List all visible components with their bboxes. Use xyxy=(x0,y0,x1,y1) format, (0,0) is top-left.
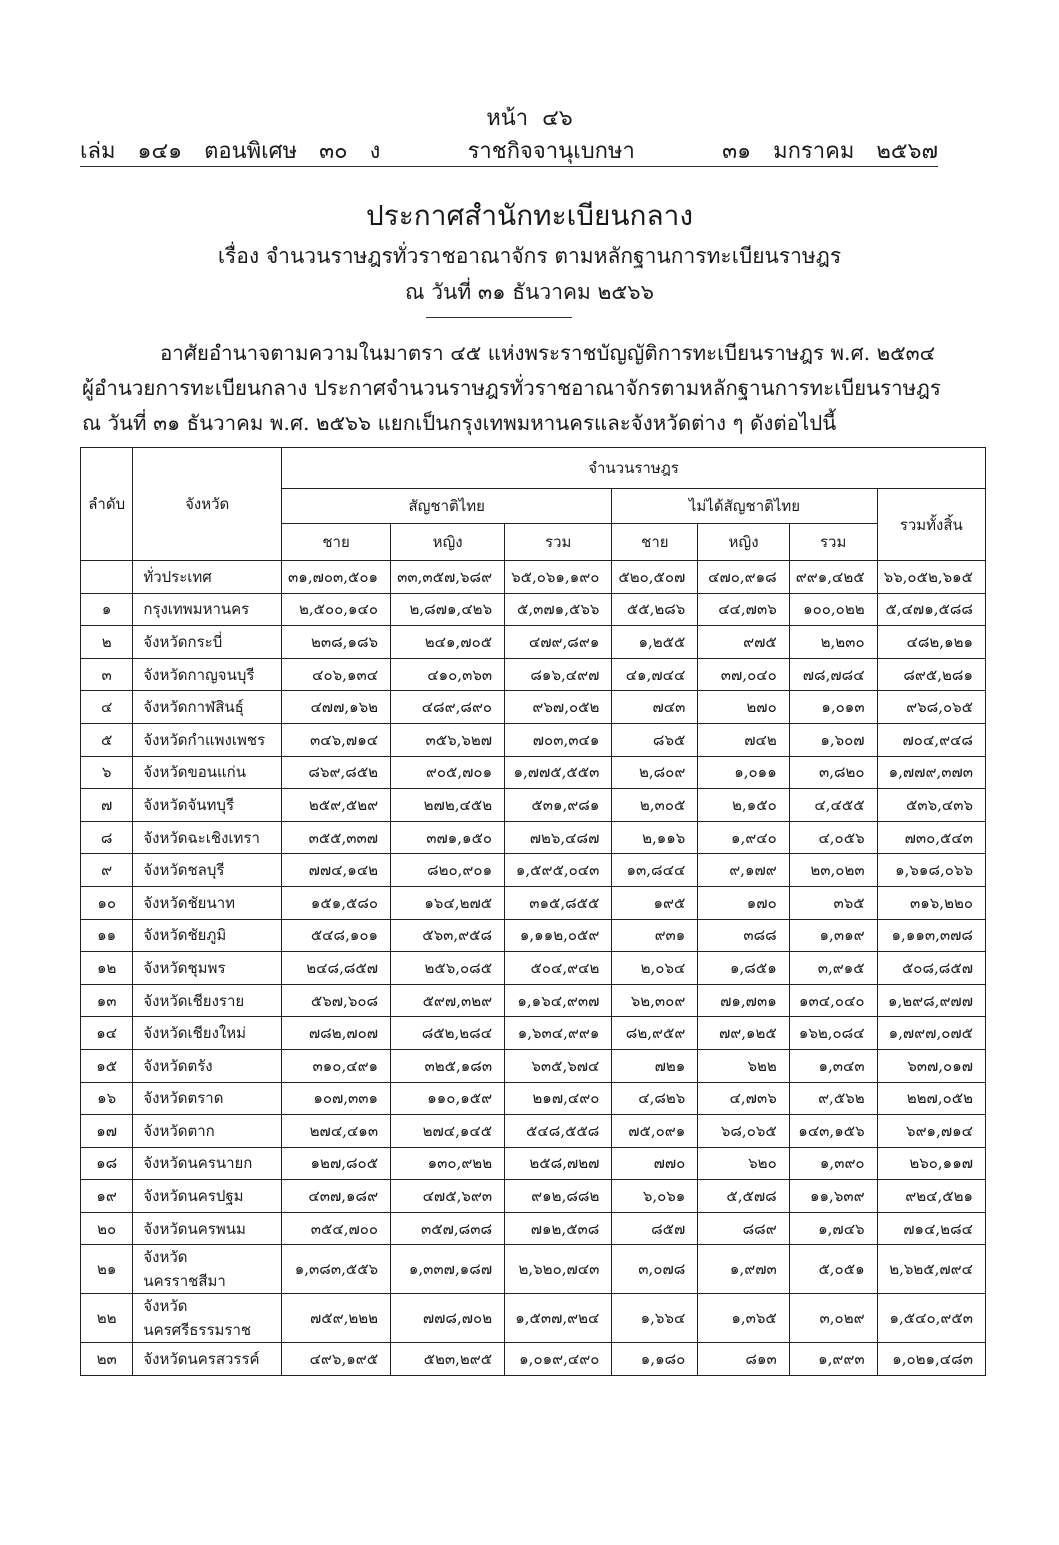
row-province-cell: จังหวัดกาฬสินธุ์ xyxy=(133,691,282,724)
grand-total-cell: ๙๒๔,๕๒๑ xyxy=(877,1180,985,1213)
nonthai-male-cell: ๙๓๑ xyxy=(612,919,698,952)
page-number xyxy=(0,100,1059,135)
thai-male-cell: ๗๗๔,๑๔๒ xyxy=(282,854,391,887)
grand-total-cell: ๕๐๘,๘๕๗ xyxy=(877,952,985,985)
grand-total-cell: ๕,๔๗๑,๕๘๘ xyxy=(877,593,985,626)
title-divider xyxy=(426,317,572,318)
nonthai-male-cell: ๕๕,๒๘๖ xyxy=(612,593,698,626)
thai-total-cell: ๘๑๖,๔๙๗ xyxy=(505,658,612,691)
row-order-cell: ๑๔ xyxy=(81,1017,133,1050)
nonthai-female-cell: ๖๘,๐๖๕ xyxy=(698,1115,789,1148)
thai-total-cell: ๔๗๙,๘๙๑ xyxy=(505,626,612,659)
nonthai-total-cell: ๒๓,๐๒๓ xyxy=(789,854,877,887)
nonthai-female-cell: ๑,๙๗๓ xyxy=(698,1245,789,1294)
table-row xyxy=(81,561,986,594)
header-province: จังหวัด xyxy=(133,448,282,561)
thai-total-cell: ๑,๐๑๙,๔๙๐ xyxy=(505,1343,612,1376)
volume-label: เล่ม xyxy=(80,139,116,164)
thai-male-cell: ๕๔๘,๑๐๑ xyxy=(282,919,391,952)
thai-total-cell: ๕๔๘,๕๕๘ xyxy=(505,1115,612,1148)
thai-male-cell: ๗๕๙,๒๒๒ xyxy=(282,1294,391,1343)
nonthai-female-cell: ๔๔,๗๓๖ xyxy=(698,593,789,626)
table-row xyxy=(81,919,986,952)
nonthai-male-cell: ๗๗๐ xyxy=(612,1147,698,1180)
header-thai-total: รวม xyxy=(505,524,612,561)
row-province-cell: จังหวัดนครปฐม xyxy=(133,1180,282,1213)
table-row xyxy=(81,984,986,1017)
thai-male-cell: ๑๕๑,๕๘๐ xyxy=(282,886,391,919)
gazette-date xyxy=(700,133,938,168)
nonthai-female-cell: ๕,๕๗๘ xyxy=(698,1180,789,1213)
thai-female-cell: ๘๒๐,๙๐๑ xyxy=(391,854,505,887)
announcement-title: ประกาศสำนักทะเบียนกลาง xyxy=(365,199,694,232)
row-order-cell: ๒๒ xyxy=(81,1294,133,1343)
nonthai-female-cell: ๘๘๙ xyxy=(698,1212,789,1245)
gazette-year: ๒๕๖๗ xyxy=(876,139,938,164)
row-province-cell: จังหวัดชัยนาท xyxy=(133,886,282,919)
nonthai-female-cell: ๗๔๒ xyxy=(698,723,789,756)
row-order-cell: ๒๓ xyxy=(81,1343,133,1376)
row-province-cell: จังหวัดกระบี่ xyxy=(133,626,282,659)
thai-total-cell: ๒,๖๒๐,๗๔๓ xyxy=(505,1245,612,1294)
thai-total-cell: ๙๖๗,๐๕๒ xyxy=(505,691,612,724)
row-province-cell: จังหวัดกำแพงเพชร xyxy=(133,723,282,756)
row-order-cell: ๖ xyxy=(81,756,133,789)
table-row xyxy=(81,1017,986,1050)
table-row xyxy=(81,1294,986,1343)
row-order-cell: ๑๘ xyxy=(81,1147,133,1180)
nonthai-male-cell: ๕๒๐,๕๐๗ xyxy=(612,561,698,594)
thai-male-cell: ๓๕๔,๗๐๐ xyxy=(282,1212,391,1245)
table-row xyxy=(81,854,986,887)
header-grand-total: รวมทั้งสิ้น xyxy=(877,489,985,561)
thai-male-cell: ๕๖๗,๖๐๘ xyxy=(282,984,391,1017)
paragraph-line: ณ วันที่ ๓๑ ธันวาคม พ.ศ. ๒๕๖๖ แยกเป็นกรุงเทพมหานครและจังหวัดต่าง ๆ ดังต่อไปนี้ xyxy=(82,411,837,435)
thai-total-cell: ๒๑๗,๔๙๐ xyxy=(505,1082,612,1115)
nonthai-total-cell: ๑๖๒,๐๘๔ xyxy=(789,1017,877,1050)
thai-total-cell: ๗๐๓,๓๔๑ xyxy=(505,723,612,756)
thai-total-cell: ๖๕,๐๖๑,๑๙๐ xyxy=(505,561,612,594)
row-province-cell: จังหวัดขอนแก่น xyxy=(133,756,282,789)
thai-total-cell: ๕๐๔,๙๔๒ xyxy=(505,952,612,985)
table-row xyxy=(81,886,986,919)
thai-total-cell: ๗๑๒,๕๓๘ xyxy=(505,1212,612,1245)
thai-female-cell: ๔๘๙,๘๙๐ xyxy=(391,691,505,724)
grand-total-cell: ๒๖๐,๑๑๗ xyxy=(877,1147,985,1180)
row-province-cell: จังหวัดชลบุรี xyxy=(133,854,282,887)
thai-male-cell: ๒๔๘,๘๕๗ xyxy=(282,952,391,985)
thai-male-cell: ๑๒๗,๘๐๕ xyxy=(282,1147,391,1180)
nonthai-female-cell: ๑,๙๔๐ xyxy=(698,821,789,854)
header-thai-male: ชาย xyxy=(282,524,391,561)
nonthai-total-cell: ๑๔๓,๑๕๖ xyxy=(789,1115,877,1148)
thai-female-cell: ๒,๘๗๑,๔๒๖ xyxy=(391,593,505,626)
row-province-cell: จังหวัดเชียงราย xyxy=(133,984,282,1017)
row-province-cell: จังหวัดนครราชสีมา xyxy=(133,1245,282,1294)
nonthai-male-cell: ๑,๖๖๔ xyxy=(612,1294,698,1343)
row-province-cell: จังหวัดนครสวรรค์ xyxy=(133,1343,282,1376)
nonthai-male-cell: ๒,๓๐๕ xyxy=(612,789,698,822)
grand-total-cell: ๓๑๖,๒๒๐ xyxy=(877,886,985,919)
thai-female-cell: ๓๗๑,๑๕๐ xyxy=(391,821,505,854)
section-number: ๓๐ xyxy=(319,139,348,164)
table-row xyxy=(81,1147,986,1180)
nonthai-male-cell: ๗๒๑ xyxy=(612,1049,698,1082)
gazette-volume-info xyxy=(80,133,402,168)
header-order: ลำดับ xyxy=(81,448,133,561)
paragraph-line: อาศัยอำนาจตามความในมาตรา ๔๕ แห่งพระราชบัญญัติการทะเบียนราษฎร พ.ศ. ๒๕๓๔ xyxy=(160,341,936,365)
row-province-cell: จังหวัดตาก xyxy=(133,1115,282,1148)
table-body xyxy=(81,561,986,1376)
nonthai-male-cell: ๖,๐๖๑ xyxy=(612,1180,698,1213)
announcement-date: ณ วันที่ ๓๑ ธันวาคม ๒๕๖๖ xyxy=(405,280,654,304)
nonthai-total-cell: ๑,๓๑๙ xyxy=(789,919,877,952)
gazette-header xyxy=(80,133,938,168)
section-suffix: ง xyxy=(369,139,381,164)
thai-total-cell: ๑,๑๑๒,๐๕๙ xyxy=(505,919,612,952)
nonthai-male-cell: ๒,๐๖๔ xyxy=(612,952,698,985)
nonthai-total-cell: ๑,๖๐๗ xyxy=(789,723,877,756)
thai-total-cell: ๓๑๕,๘๕๕ xyxy=(505,886,612,919)
nonthai-male-cell: ๑๙๕ xyxy=(612,886,698,919)
row-order-cell: ๑๖ xyxy=(81,1082,133,1115)
row-order-cell: ๙ xyxy=(81,854,133,887)
grand-total-cell: ๑,๗๙๗,๐๗๕ xyxy=(877,1017,985,1050)
table-row xyxy=(81,789,986,822)
table-row xyxy=(81,756,986,789)
row-order-cell: ๒๐ xyxy=(81,1212,133,1245)
nonthai-male-cell: ๑๓,๘๔๔ xyxy=(612,854,698,887)
gazette-month: มกราคม xyxy=(773,139,855,164)
nonthai-female-cell: ๑,๓๖๕ xyxy=(698,1294,789,1343)
nonthai-male-cell: ๗๔๓ xyxy=(612,691,698,724)
thai-female-cell: ๒๗๒,๔๕๒ xyxy=(391,789,505,822)
thai-female-cell: ๑,๓๓๗,๑๘๗ xyxy=(391,1245,505,1294)
nonthai-female-cell: ๙๗๕ xyxy=(698,626,789,659)
thai-female-cell: ๓๕๖,๖๒๗ xyxy=(391,723,505,756)
thai-male-cell: ๔๐๖,๑๓๔ xyxy=(282,658,391,691)
table-row xyxy=(81,952,986,985)
grand-total-cell: ๑,๒๙๘,๙๗๗ xyxy=(877,984,985,1017)
page-number-value: ๔๖ xyxy=(542,106,573,131)
nonthai-total-cell: ๓,๘๒๐ xyxy=(789,756,877,789)
header-nonthai-female: หญิง xyxy=(698,524,789,561)
nonthai-female-cell: ๗๑,๗๓๑ xyxy=(698,984,789,1017)
row-order-cell: ๒ xyxy=(81,626,133,659)
nonthai-total-cell: ๓,๙๑๕ xyxy=(789,952,877,985)
table-row xyxy=(81,658,986,691)
thai-male-cell: ๒๗๔,๔๑๓ xyxy=(282,1115,391,1148)
thai-male-cell: ๓๑,๗๐๓,๕๐๑ xyxy=(282,561,391,594)
thai-female-cell: ๓๓,๓๕๗,๖๘๙ xyxy=(391,561,505,594)
thai-male-cell: ๑,๓๘๓,๕๕๖ xyxy=(282,1245,391,1294)
announcement-subject: เรื่อง จำนวนราษฎรทั่วราชอาณาจักร ตามหลักฐานการทะเบียนราษฎร xyxy=(217,244,842,268)
nonthai-female-cell: ๑,๐๑๑ xyxy=(698,756,789,789)
nonthai-total-cell: ๕,๐๕๑ xyxy=(789,1245,877,1294)
nonthai-female-cell: ๗๙,๑๒๕ xyxy=(698,1017,789,1050)
thai-female-cell: ๔๑๐,๓๖๓ xyxy=(391,658,505,691)
thai-female-cell: ๑๖๔,๒๗๕ xyxy=(391,886,505,919)
thai-female-cell: ๕๖๓,๙๕๘ xyxy=(391,919,505,952)
row-province-cell: จังหวัดกาญจนบุรี xyxy=(133,658,282,691)
thai-male-cell: ๓๕๕,๓๓๗ xyxy=(282,821,391,854)
row-order-cell: ๑๐ xyxy=(81,886,133,919)
header-nonthai-total: รวม xyxy=(789,524,877,561)
thai-total-cell: ๖๓๕,๖๗๔ xyxy=(505,1049,612,1082)
thai-female-cell: ๓๕๗,๘๓๘ xyxy=(391,1212,505,1245)
nonthai-male-cell: ๓,๐๗๘ xyxy=(612,1245,698,1294)
table-row xyxy=(81,1245,986,1294)
row-province-cell: จังหวัดชัยภูมิ xyxy=(133,919,282,952)
table-row xyxy=(81,1049,986,1082)
table-row xyxy=(81,1082,986,1115)
grand-total-cell: ๙๖๘,๐๖๕ xyxy=(877,691,985,724)
grand-total-cell: ๗๑๔,๒๘๔ xyxy=(877,1212,985,1245)
row-province-cell: จังหวัดตราด xyxy=(133,1082,282,1115)
thai-female-cell: ๑๑๐,๑๕๙ xyxy=(391,1082,505,1115)
grand-total-cell: ๘๙๕,๒๘๑ xyxy=(877,658,985,691)
grand-total-cell: ๔๘๒,๑๒๑ xyxy=(877,626,985,659)
thai-female-cell: ๔๗๕,๖๙๓ xyxy=(391,1180,505,1213)
section-label: ตอนพิเศษ xyxy=(204,139,298,164)
nonthai-male-cell: ๘๖๕ xyxy=(612,723,698,756)
page-number-label: หน้า xyxy=(486,106,529,131)
grand-total-cell: ๖๖,๐๕๒,๖๑๕ xyxy=(877,561,985,594)
header-thai: สัญชาติไทย xyxy=(282,489,612,524)
grand-total-cell: ๑,๐๒๑,๔๘๓ xyxy=(877,1343,985,1376)
grand-total-cell: ๑,๖๑๘,๐๖๖ xyxy=(877,854,985,887)
row-order-cell: ๔ xyxy=(81,691,133,724)
nonthai-total-cell: ๔,๔๕๕ xyxy=(789,789,877,822)
table-row xyxy=(81,1115,986,1148)
table-row xyxy=(81,593,986,626)
row-province-cell: จังหวัดฉะเชิงเทรา xyxy=(133,821,282,854)
thai-total-cell: ๗๒๖,๔๘๗ xyxy=(505,821,612,854)
nonthai-female-cell: ๙,๑๗๙ xyxy=(698,854,789,887)
thai-total-cell: ๑,๗๗๕,๕๕๓ xyxy=(505,756,612,789)
row-order-cell: ๕ xyxy=(81,723,133,756)
header-nonthai-male: ชาย xyxy=(612,524,698,561)
grand-total-cell: ๒,๖๒๕,๗๙๔ xyxy=(877,1245,985,1294)
nonthai-male-cell: ๒,๘๐๙ xyxy=(612,756,698,789)
nonthai-male-cell: ๗๕,๐๙๑ xyxy=(612,1115,698,1148)
grand-total-cell: ๗๐๔,๙๔๘ xyxy=(877,723,985,756)
thai-total-cell: ๙๑๒,๘๘๒ xyxy=(505,1180,612,1213)
row-order-cell: ๑๕ xyxy=(81,1049,133,1082)
header-thai-female: หญิง xyxy=(391,524,505,561)
row-province-cell: จังหวัดจันทบุรี xyxy=(133,789,282,822)
nonthai-total-cell: ๑,๐๑๓ xyxy=(789,691,877,724)
nonthai-female-cell: ๘๑๓ xyxy=(698,1343,789,1376)
thai-female-cell: ๗๗๘,๗๐๒ xyxy=(391,1294,505,1343)
nonthai-female-cell: ๔๗๐,๙๑๘ xyxy=(698,561,789,594)
thai-male-cell: ๔๗๗,๑๖๒ xyxy=(282,691,391,724)
table-row xyxy=(81,821,986,854)
nonthai-female-cell: ๖๒๐ xyxy=(698,1147,789,1180)
gazette-name: ราชกิจจานุเบกษา xyxy=(467,139,635,164)
table-row xyxy=(81,723,986,756)
thai-male-cell: ๓๑๐,๔๙๑ xyxy=(282,1049,391,1082)
thai-total-cell: ๑,๑๖๔,๙๓๗ xyxy=(505,984,612,1017)
thai-total-cell: ๕,๓๗๑,๕๖๖ xyxy=(505,593,612,626)
nonthai-total-cell: ๔,๐๕๖ xyxy=(789,821,877,854)
row-province-cell: จังหวัดนครศรีธรรมราช xyxy=(133,1294,282,1343)
nonthai-total-cell: ๑,๗๔๖ xyxy=(789,1212,877,1245)
row-order-cell: ๑๓ xyxy=(81,984,133,1017)
thai-total-cell: ๑,๕๙๕,๐๔๓ xyxy=(505,854,612,887)
paragraph-line: ผู้อำนวยการทะเบียนกลาง ประกาศจำนวนราษฎรทั่วราชอาณาจักรตามหลักฐานการทะเบียนราษฎร xyxy=(82,376,941,400)
table-row xyxy=(81,691,986,724)
nonthai-female-cell: ๓๘๘ xyxy=(698,919,789,952)
thai-female-cell: ๓๒๕,๑๘๓ xyxy=(391,1049,505,1082)
population-table xyxy=(80,447,986,1376)
thai-female-cell: ๘๕๒,๒๘๔ xyxy=(391,1017,505,1050)
row-province-cell: ทั่วประเทศ xyxy=(133,561,282,594)
row-order-cell: ๓ xyxy=(81,658,133,691)
volume-number: ๑๔๑ xyxy=(137,139,183,164)
grand-total-cell: ๖๓๗,๐๑๗ xyxy=(877,1049,985,1082)
row-province-cell: จังหวัดนครนายก xyxy=(133,1147,282,1180)
nonthai-male-cell: ๔๑,๗๔๔ xyxy=(612,658,698,691)
nonthai-female-cell: ๖๒๒ xyxy=(698,1049,789,1082)
thai-total-cell: ๑,๕๓๗,๙๒๔ xyxy=(505,1294,612,1343)
nonthai-female-cell: ๒,๑๕๐ xyxy=(698,789,789,822)
nonthai-male-cell: ๔,๘๒๖ xyxy=(612,1082,698,1115)
row-order-cell: ๗ xyxy=(81,789,133,822)
thai-female-cell: ๕๙๗,๓๒๙ xyxy=(391,984,505,1017)
thai-male-cell: ๗๘๒,๗๐๗ xyxy=(282,1017,391,1050)
thai-female-cell: ๑๓๐,๙๒๒ xyxy=(391,1147,505,1180)
header-divider xyxy=(80,166,938,167)
thai-male-cell: ๒๕๙,๕๒๙ xyxy=(282,789,391,822)
thai-total-cell: ๑,๖๓๔,๙๙๑ xyxy=(505,1017,612,1050)
nonthai-total-cell: ๓,๐๒๙ xyxy=(789,1294,877,1343)
header-population: จำนวนราษฎร xyxy=(282,448,986,489)
nonthai-total-cell: ๙,๕๖๒ xyxy=(789,1082,877,1115)
nonthai-total-cell: ๙๙๑,๔๒๕ xyxy=(789,561,877,594)
grand-total-cell: ๑,๑๑๓,๓๗๘ xyxy=(877,919,985,952)
thai-total-cell: ๕๓๑,๙๘๑ xyxy=(505,789,612,822)
thai-female-cell: ๒๔๑,๗๐๕ xyxy=(391,626,505,659)
nonthai-male-cell: ๘๕๗ xyxy=(612,1212,698,1245)
row-province-cell: กรุงเทพมหานคร xyxy=(133,593,282,626)
grand-total-cell: ๑,๕๔๐,๙๕๓ xyxy=(877,1294,985,1343)
table-row xyxy=(81,1343,986,1376)
row-province-cell: จังหวัดตรัง xyxy=(133,1049,282,1082)
nonthai-total-cell: ๗๘,๗๘๔ xyxy=(789,658,877,691)
row-order-cell: ๑๒ xyxy=(81,952,133,985)
row-order-cell xyxy=(81,561,133,594)
nonthai-male-cell: ๑,๑๘๐ xyxy=(612,1343,698,1376)
thai-male-cell: ๒,๕๐๐,๑๔๐ xyxy=(282,593,391,626)
thai-female-cell: ๙๐๕,๗๐๑ xyxy=(391,756,505,789)
nonthai-male-cell: ๑,๒๕๕ xyxy=(612,626,698,659)
nonthai-total-cell: ๑,๓๙๐ xyxy=(789,1147,877,1180)
thai-male-cell: ๑๐๗,๓๓๑ xyxy=(282,1082,391,1115)
thai-male-cell: ๔๓๗,๑๘๙ xyxy=(282,1180,391,1213)
row-order-cell: ๘ xyxy=(81,821,133,854)
grand-total-cell: ๕๓๖,๔๓๖ xyxy=(877,789,985,822)
nonthai-female-cell: ๑๗๐ xyxy=(698,886,789,919)
table-row xyxy=(81,1212,986,1245)
row-province-cell: จังหวัดเชียงใหม่ xyxy=(133,1017,282,1050)
header-non-thai: ไม่ได้สัญชาติไทย xyxy=(612,489,877,524)
thai-male-cell: ๔๙๖,๑๙๕ xyxy=(282,1343,391,1376)
row-province-cell: จังหวัดชุมพร xyxy=(133,952,282,985)
row-order-cell: ๑๙ xyxy=(81,1180,133,1213)
nonthai-total-cell: ๒,๒๓๐ xyxy=(789,626,877,659)
row-order-cell: ๒๑ xyxy=(81,1245,133,1294)
thai-male-cell: ๓๔๖,๗๑๔ xyxy=(282,723,391,756)
row-order-cell: ๑๗ xyxy=(81,1115,133,1148)
nonthai-total-cell: ๓๖๕ xyxy=(789,886,877,919)
thai-female-cell: ๒๕๖,๐๘๕ xyxy=(391,952,505,985)
thai-total-cell: ๒๕๘,๗๒๗ xyxy=(505,1147,612,1180)
thai-female-cell: ๒๗๔,๑๔๕ xyxy=(391,1115,505,1148)
grand-total-cell: ๗๓๐,๕๔๓ xyxy=(877,821,985,854)
nonthai-male-cell: ๖๒,๓๐๙ xyxy=(612,984,698,1017)
grand-total-cell: ๑,๗๗๙,๓๗๓ xyxy=(877,756,985,789)
nonthai-total-cell: ๑,๙๙๓ xyxy=(789,1343,877,1376)
row-order-cell: ๑๑ xyxy=(81,919,133,952)
thai-male-cell: ๒๓๘,๑๘๖ xyxy=(282,626,391,659)
nonthai-total-cell: ๑,๓๔๓ xyxy=(789,1049,877,1082)
grand-total-cell: ๒๒๗,๐๕๒ xyxy=(877,1082,985,1115)
row-order-cell: ๑ xyxy=(81,593,133,626)
thai-male-cell: ๘๖๙,๘๕๒ xyxy=(282,756,391,789)
nonthai-female-cell: ๑,๘๕๑ xyxy=(698,952,789,985)
nonthai-total-cell: ๑๐๐,๐๒๒ xyxy=(789,593,877,626)
gazette-day: ๓๑ xyxy=(722,139,752,164)
nonthai-female-cell: ๔,๗๓๖ xyxy=(698,1082,789,1115)
nonthai-female-cell: ๓๗,๐๔๐ xyxy=(698,658,789,691)
announcement-paragraph xyxy=(82,336,941,441)
nonthai-total-cell: ๑๑,๖๓๙ xyxy=(789,1180,877,1213)
nonthai-female-cell: ๒๗๐ xyxy=(698,691,789,724)
thai-female-cell: ๕๒๓,๒๙๕ xyxy=(391,1343,505,1376)
table-row xyxy=(81,1180,986,1213)
grand-total-cell: ๖๙๑,๗๑๔ xyxy=(877,1115,985,1148)
nonthai-male-cell: ๒,๑๑๖ xyxy=(612,821,698,854)
nonthai-male-cell: ๘๒,๙๕๙ xyxy=(612,1017,698,1050)
nonthai-total-cell: ๑๓๔,๐๔๐ xyxy=(789,984,877,1017)
row-province-cell: จังหวัดนครพนม xyxy=(133,1212,282,1245)
table-row xyxy=(81,626,986,659)
